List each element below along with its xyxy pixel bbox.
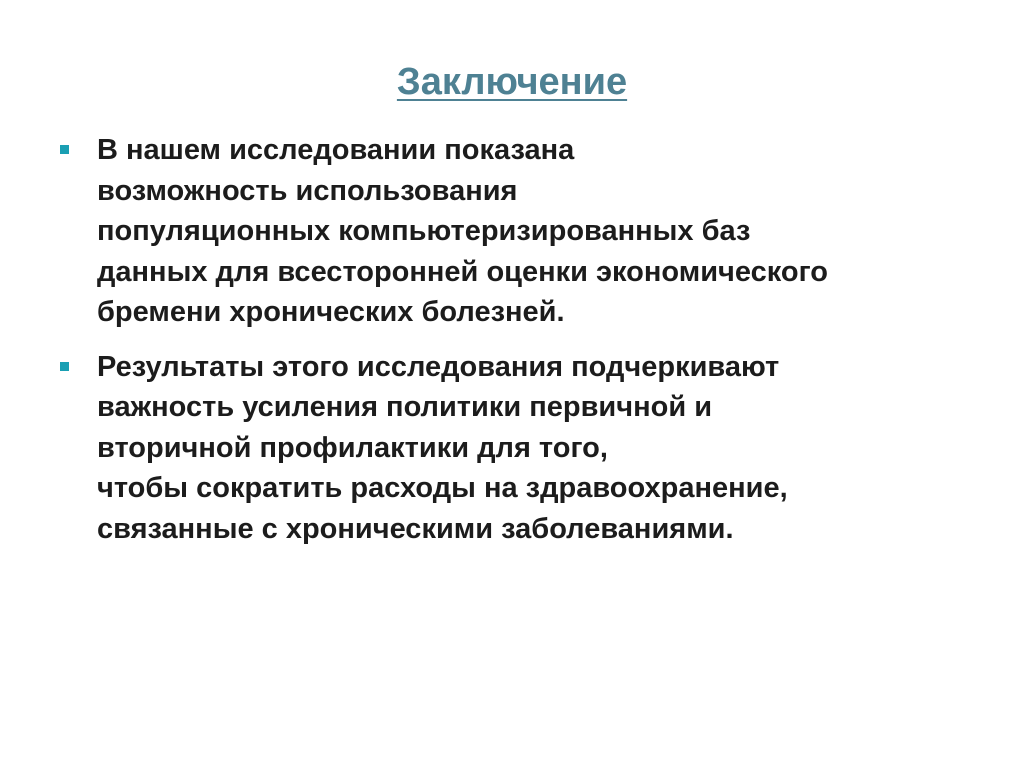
bullet-list xyxy=(56,130,976,563)
bullet-text-line: чтобы сократить расходы на здравоохранение, xyxy=(97,472,788,504)
bullet-text-line: вторичной профилактики для того, xyxy=(97,431,608,464)
bullet-text-line: важность усиления политики первичной и xyxy=(97,391,713,423)
square-bullet-icon xyxy=(60,362,69,371)
bullet-text-line: данных для всесторонней оценки экономического xyxy=(97,255,828,288)
square-bullet-icon xyxy=(60,145,69,154)
bullet-text-line: В нашем исследовании показана xyxy=(97,134,575,166)
bullet-text-line: связанные с хроническими заболеваниями. xyxy=(97,512,734,545)
bullet-item xyxy=(56,130,976,333)
bullet-text-line: Результаты этого исследования подчеркивают xyxy=(97,350,780,383)
bullet-text-line: возможность использования xyxy=(97,174,518,207)
bullet-text-line: популяционных компьютеризированных баз xyxy=(97,215,751,247)
bullet-item xyxy=(56,347,976,550)
slide-title: Заключение xyxy=(396,61,628,103)
bullet-text-line: бремени хронических болезней. xyxy=(97,296,565,328)
